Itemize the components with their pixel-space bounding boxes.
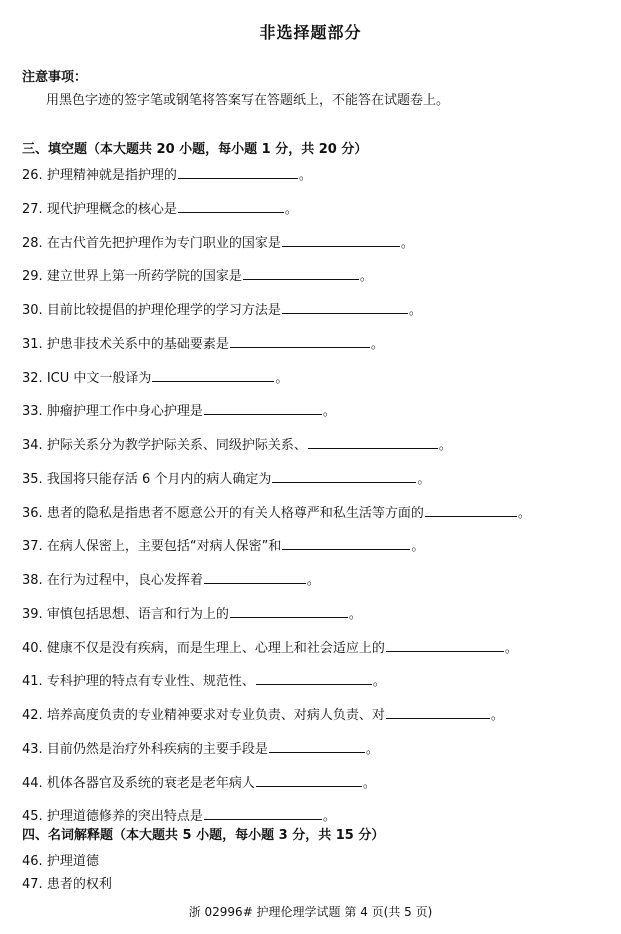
question-text: 护理精神就是指护理的 — [46, 168, 177, 183]
question-number: 29. — [22, 269, 43, 285]
question-number: 41. — [22, 674, 43, 690]
fill-blank-question — [22, 468, 612, 502]
answer-blank — [178, 166, 298, 179]
question-period: 。 — [372, 674, 386, 690]
question-number: 37. — [22, 539, 43, 555]
fill-blank-question — [22, 535, 612, 569]
fill-blank-question — [22, 738, 612, 772]
question-number: 35. — [22, 471, 43, 487]
question-text: 目前比较提倡的护理伦理学的学习方法是 — [46, 303, 281, 318]
answer-blank — [386, 706, 490, 719]
question-text: 在病人保密上，主要包括“对病人保密”和 — [46, 539, 282, 555]
question-number: 28. — [22, 235, 43, 251]
answer-blank — [308, 436, 438, 449]
question-period: 。 — [408, 303, 422, 318]
question-text: 目前仍然是治疗外科疾病的主要手段是 — [46, 741, 268, 757]
question-text: 护患非技术关系中的基础要素是 — [46, 336, 229, 352]
fill-blank-question — [22, 637, 612, 671]
answer-blank — [230, 605, 348, 618]
question-text: 患者的隐私是指患者不愿意公开的有关人格尊严和私生活等方面的 — [46, 505, 424, 521]
fill-blank-question — [22, 232, 612, 266]
question-text: 机体各器官及系统的衰老是老年病人 — [46, 775, 255, 791]
answer-blank — [256, 672, 372, 685]
question-period: 。 — [348, 606, 362, 622]
question-number: 45. — [22, 809, 43, 825]
question-period: 。 — [362, 775, 376, 791]
notes-label: 注意事项： — [22, 70, 88, 85]
question-number: 39. — [22, 606, 43, 622]
page-footer: 浙 02996# 护理伦理学试题 第 4 页(共 5 页) — [188, 905, 433, 919]
fill-blank-question — [22, 502, 612, 536]
notes-text: 用黑色字迹的签字笔或钢笔将答案写在答题纸上，不能答在试题卷上。 — [46, 93, 450, 108]
question-number: 44. — [22, 775, 43, 791]
question-number: 27. — [22, 201, 43, 217]
answer-blank — [178, 200, 284, 213]
fill-blank-question — [22, 198, 612, 232]
question-number: 31. — [22, 336, 43, 352]
answer-blank — [204, 571, 306, 584]
question-text: 护际关系分为教学护际关系、同级护际关系、 — [46, 438, 307, 453]
answer-blank — [272, 470, 416, 483]
answer-blank — [269, 740, 365, 753]
question-number: 42. — [22, 708, 43, 723]
question-text: 肿瘤护理工作中身心护理是 — [46, 404, 203, 420]
question-period: 。 — [306, 573, 320, 588]
question-period: 。 — [370, 336, 384, 352]
fill-blank-question — [22, 400, 612, 434]
answer-blank — [204, 807, 322, 820]
question-number: 33. — [22, 404, 43, 420]
question-text: 现代护理概念的核心是 — [46, 201, 177, 217]
question-period: 。 — [359, 269, 373, 285]
question-number: 40. — [22, 640, 43, 656]
question-text: 健康不仅是没有疾病，而是生理上、心理上和社会适应上的 — [46, 640, 385, 656]
question-number: 30. — [22, 303, 43, 318]
answer-blank — [152, 369, 274, 382]
fill-blank-question — [22, 367, 612, 401]
fill-blank-question — [22, 603, 612, 637]
question-number: 34. — [22, 438, 43, 453]
question-text: 在行为过程中，良心发挥着 — [46, 573, 203, 588]
question-period: 。 — [504, 640, 518, 656]
fill-blank-question — [22, 569, 612, 603]
question-text: 培养高度负责的专业精神要求对专业负责、对病人负责、对 — [46, 708, 385, 723]
question-text: 在古代首先把护理作为专门职业的国家是 — [46, 235, 281, 251]
question-text: 建立世界上第一所药学院的国家是 — [46, 269, 242, 285]
answer-blank — [230, 335, 370, 348]
fill-blank-question — [22, 670, 612, 704]
answer-blank — [282, 234, 400, 247]
answer-blank — [204, 402, 322, 415]
question-text: 专科护理的特点有专业性、规范性、 — [46, 674, 255, 690]
question-number: 38. — [22, 573, 43, 588]
fill-blank-question — [22, 265, 612, 299]
question-text: 护理道德修养的突出特点是 — [46, 809, 203, 825]
page-title: 非选择题部分 — [259, 23, 362, 42]
question-period: 。 — [322, 809, 336, 825]
question-period: 。 — [517, 505, 531, 521]
question-text: 护理道德 — [46, 854, 99, 869]
question-number: 43. — [22, 741, 43, 757]
question-number: 46. — [22, 854, 43, 869]
fill-blank-question-list — [22, 164, 612, 839]
question-period: 。 — [365, 741, 379, 757]
question-period: 。 — [284, 201, 298, 217]
section-fill-blank-heading: 三、填空题（本大题共 20 小题，每小题 1 分，共 20 分） — [22, 142, 368, 157]
question-period: 。 — [490, 708, 504, 723]
question-number: 47. — [22, 877, 43, 892]
answer-blank — [243, 267, 359, 280]
fill-blank-question — [22, 333, 612, 367]
question-number: 26. — [22, 168, 43, 183]
question-text: ICU 中文一般译为 — [46, 370, 152, 386]
question-period: 。 — [275, 370, 289, 386]
question-text: 审慎包括思想、语言和行为上的 — [46, 606, 229, 622]
answer-blank — [256, 774, 362, 787]
question-number: 32. — [22, 370, 43, 386]
question-period: 。 — [322, 404, 336, 420]
question-period: 。 — [298, 168, 312, 183]
answer-blank — [386, 639, 504, 652]
answer-blank — [282, 301, 408, 314]
question-number: 36. — [22, 505, 43, 521]
question-text: 患者的权利 — [46, 877, 112, 892]
question-text: 我国将只能存活 6 个月内的病人确定为 — [46, 471, 272, 487]
question-period: 。 — [438, 438, 452, 453]
question-period: 。 — [411, 539, 425, 555]
definition-question — [22, 850, 99, 869]
fill-blank-question — [22, 164, 612, 198]
question-period: 。 — [400, 235, 414, 251]
fill-blank-question — [22, 299, 612, 333]
answer-blank — [425, 504, 517, 517]
fill-blank-question — [22, 704, 612, 738]
question-period: 。 — [417, 471, 431, 487]
section-definition-heading: 四、名词解释题（本大题共 5 小题，每小题 3 分，共 15 分） — [22, 828, 385, 843]
fill-blank-question — [22, 434, 612, 468]
answer-blank — [282, 537, 410, 550]
fill-blank-question — [22, 772, 612, 806]
definition-question — [22, 873, 112, 892]
